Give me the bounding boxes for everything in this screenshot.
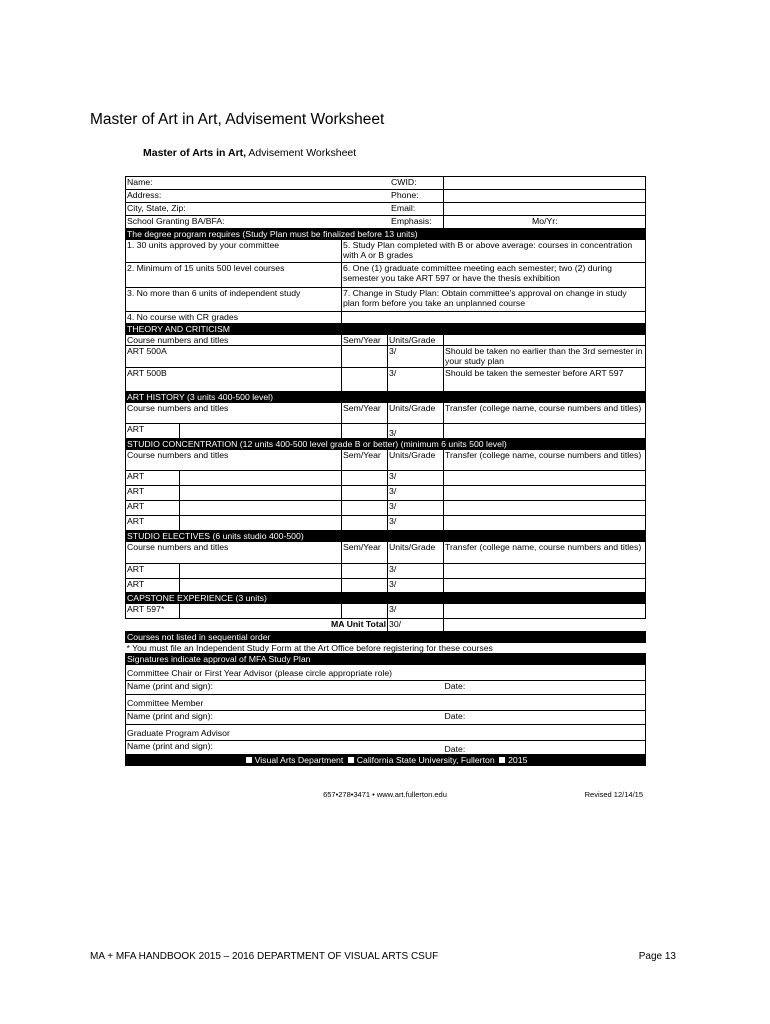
capstone-header-row (126, 593, 646, 604)
theory-columns-row (126, 335, 646, 346)
handbook-title: MA + MFA HANDBOOK 2015 – 2016 DEPARTMENT OF VISUAL ARTS CSUF (90, 951, 439, 962)
city-field[interactable]: City, State, Zip: (126, 203, 444, 216)
studio-row (126, 501, 646, 516)
sequential-header: Courses not listed in sequential order (126, 632, 646, 643)
sem-cell[interactable] (342, 501, 388, 516)
document-title: Master of Art in Art, Advisement Worksheet (90, 111, 385, 128)
sem-cell[interactable] (342, 516, 388, 531)
col-units-header: Units/Grade (388, 450, 444, 471)
col-sem-header: Sem/Year (342, 450, 388, 471)
course-prefix-cell: ART (126, 564, 180, 579)
footer-dept: Visual Arts Department (254, 755, 344, 765)
course-prefix-cell: ART (126, 501, 180, 516)
units-cell[interactable]: 3/ (388, 604, 444, 619)
page-footer (90, 951, 676, 962)
requirement-row (126, 288, 646, 312)
requirement-right (342, 312, 646, 324)
requirement-right: 6. One (1) graduate committee meeting each semester; two (2) during semester you take ART 597 or have the thesis exhibition (342, 263, 646, 288)
course-prefix-cell: ART (126, 516, 180, 531)
course-title-cell[interactable] (180, 486, 342, 501)
note-cell: Should be taken no earlier than the 3rd semester in your study plan (444, 346, 646, 368)
requirement-row (126, 240, 646, 263)
email-label: Email: (391, 203, 416, 213)
signature-role: Graduate Program Advisor (126, 725, 646, 741)
advisement-form (125, 176, 645, 766)
theory-header: THEORY AND CRITICISM (126, 324, 646, 335)
course-title-cell[interactable] (180, 516, 342, 531)
emphasis-field[interactable] (391, 216, 646, 229)
signature-date-field[interactable]: Date: (444, 711, 646, 725)
total-row (126, 619, 646, 632)
signature-role: Committee Chair or First Year Advisor (please circle appropriate role) (126, 665, 646, 681)
theory-row (126, 346, 646, 368)
course-title-cell[interactable] (180, 564, 342, 579)
signature-name-row (126, 741, 646, 755)
subtitle-bold: Master of Arts in Art, (143, 147, 247, 159)
transfer-cell[interactable] (444, 579, 646, 593)
studio-row (126, 471, 646, 486)
col-transfer-header: Transfer (college name, course numbers and titles) (444, 403, 646, 424)
history-header: ART HISTORY (3 units 400-500 level) (126, 392, 646, 403)
footer-univ: California State University, Fullerton (356, 755, 495, 765)
cwid-label: CWID: (391, 177, 417, 187)
square-bullet-icon (499, 757, 505, 763)
requirement-row (126, 263, 646, 288)
theory-header-row (126, 324, 646, 335)
studio-header-row (126, 439, 646, 450)
col-sem-header: Sem/Year (342, 335, 388, 346)
requirement-left: 3. No more than 6 units of independent study (126, 288, 342, 312)
requirement-left: 4. No course with CR grades (126, 312, 342, 324)
worksheet-table (125, 176, 646, 766)
units-cell[interactable]: 3/ (388, 501, 444, 516)
units-cell[interactable] (388, 424, 444, 439)
requirement-row (126, 312, 646, 324)
transfer-cell[interactable] (444, 501, 646, 516)
units-cell[interactable]: 3/ (388, 579, 444, 593)
units-cell[interactable]: 3/ (388, 486, 444, 501)
capstone-header: CAPSTONE EXPERIENCE (3 units) (126, 593, 646, 604)
units-value: 3/ (389, 428, 397, 438)
total-label: MA Unit Total (126, 619, 388, 632)
signature-role-row (126, 695, 646, 711)
studio-header: STUDIO CONCENTRATION (12 units 400-500 level grade B or better) (minimum 6 units 500 level) (126, 439, 646, 450)
electives-columns-row (126, 542, 646, 564)
course-cell[interactable]: ART 500B (126, 368, 342, 392)
transfer-cell[interactable] (444, 564, 646, 579)
total-value[interactable]: 30/ (388, 619, 444, 632)
sem-cell[interactable] (342, 471, 388, 486)
col-units-header: Units/Grade (388, 335, 444, 346)
signature-name-field[interactable]: Name (print and sign): (126, 741, 444, 755)
info-row-school (126, 216, 646, 229)
capstone-row (126, 604, 646, 619)
address-field[interactable]: Address: (126, 190, 444, 203)
course-prefix-cell: ART (126, 486, 180, 501)
requirement-left: 2. Minimum of 15 units 500 level courses (126, 263, 342, 288)
transfer-cell[interactable] (444, 604, 646, 619)
electives-header: STUDIO ELECTIVES (6 units studio 400-500) (126, 531, 646, 542)
signature-name-row (126, 681, 646, 695)
units-cell[interactable]: 3/ (388, 516, 444, 531)
transfer-cell[interactable] (444, 471, 646, 486)
course-cell[interactable]: ART 500A (126, 346, 342, 368)
course-title-cell[interactable] (180, 471, 342, 486)
units-cell[interactable]: 3/ (388, 471, 444, 486)
square-bullet-icon (348, 757, 354, 763)
footer-contact: 657•278•3471 • www.art.fullerton.edu (323, 790, 447, 799)
independent-note: * You must file an Independent Study Form at the Art Office before registering for these courses (126, 643, 646, 654)
col-transfer-header: Transfer (college name, course numbers and titles) (444, 542, 646, 564)
sem-cell[interactable] (342, 368, 388, 392)
footer-bar (126, 755, 646, 766)
history-columns-row (126, 403, 646, 424)
signature-name-field[interactable]: Name (print and sign): (126, 681, 444, 695)
signature-role: Committee Member (126, 695, 646, 711)
col-sem-header: Sem/Year (342, 542, 388, 564)
course-title-cell[interactable] (180, 501, 342, 516)
transfer-cell[interactable] (444, 424, 646, 439)
requirement-right: 7. Change in Study Plan: Obtain committee's approval on change in study plan form before you take an unplanned course (342, 288, 646, 312)
electives-row (126, 564, 646, 579)
course-prefix-cell: ART 597* (126, 604, 180, 619)
note-cell: Should be taken the semester before ART 597 (444, 368, 646, 392)
units-cell[interactable]: 3/ (388, 368, 444, 392)
footer-year: 2015 (508, 755, 528, 765)
requirement-left: 1. 30 units approved by your committee (126, 240, 342, 263)
school-field[interactable]: School Granting BA/BFA: (126, 216, 444, 229)
revised-date: Revised 12/14/15 (584, 790, 643, 799)
page-number: Page 13 (638, 951, 676, 962)
requirements-header: The degree program requires (Study Plan must be finalized before 13 units) (126, 229, 646, 240)
independent-note-row (126, 643, 646, 654)
units-cell[interactable]: 3/ (388, 564, 444, 579)
sem-cell[interactable] (342, 486, 388, 501)
course-title-cell[interactable] (180, 424, 342, 439)
signature-date-field[interactable]: Date: (444, 741, 646, 755)
course-prefix-cell: ART (126, 471, 180, 486)
empty-cell (444, 335, 646, 346)
info-row-address (126, 190, 646, 203)
col-course-header: Course numbers and titles (126, 335, 342, 346)
history-row (126, 424, 646, 439)
history-header-row (126, 392, 646, 403)
sem-cell[interactable] (342, 604, 388, 619)
course-title-cell[interactable] (180, 604, 342, 619)
email-field[interactable] (391, 203, 646, 216)
empty-cell (444, 619, 646, 632)
col-units-header: Units/Grade (388, 542, 444, 564)
signatures-header: Signatures indicate approval of MFA Study Plan (126, 654, 646, 665)
col-course-header: Course numbers and titles (126, 450, 342, 471)
sem-cell[interactable] (342, 579, 388, 593)
transfer-cell[interactable] (444, 516, 646, 531)
requirement-right: 5. Study Plan completed with B or above average: courses in concentration with A or B grades (342, 240, 646, 263)
course-title-cell[interactable] (180, 579, 342, 593)
electives-row (126, 579, 646, 593)
square-bullet-icon (246, 757, 252, 763)
cwid-field[interactable] (391, 177, 646, 190)
info-row-name (126, 177, 646, 190)
worksheet-subtitle (143, 147, 356, 159)
col-sem-header: Sem/Year (342, 403, 388, 424)
info-row-city (126, 203, 646, 216)
sem-cell[interactable] (342, 564, 388, 579)
studio-row (126, 486, 646, 501)
sem-cell[interactable] (342, 346, 388, 368)
signature-date-field[interactable]: Date: (444, 681, 646, 695)
name-field[interactable]: Name: (126, 177, 444, 190)
emphasis-label: Emphasis: (391, 216, 432, 226)
col-course-header: Course numbers and titles (126, 403, 342, 424)
signature-name-row (126, 711, 646, 725)
course-prefix-cell: ART (126, 579, 180, 593)
units-cell[interactable]: 3/ (388, 346, 444, 368)
studio-row (126, 516, 646, 531)
signature-role-row (126, 665, 646, 681)
transfer-cell[interactable] (444, 486, 646, 501)
studio-columns-row (126, 450, 646, 471)
sem-cell[interactable] (342, 424, 388, 439)
signature-role-row (126, 725, 646, 741)
col-transfer-header: Transfer (college name, course numbers and titles) (444, 450, 646, 471)
col-course-header: Course numbers and titles (126, 542, 342, 564)
col-units-header: Units/Grade (388, 403, 444, 424)
phone-field[interactable] (391, 190, 646, 203)
moyr-label: Mo/Yr: (532, 216, 558, 226)
requirements-header-row (126, 229, 646, 240)
footer-bar-row (126, 755, 646, 766)
theory-row (126, 368, 646, 392)
signatures-header-row (126, 654, 646, 665)
subtitle-rest: Advisement Worksheet (246, 147, 357, 159)
electives-header-row (126, 531, 646, 542)
signature-name-field[interactable]: Name (print and sign): (126, 711, 444, 725)
course-prefix-cell: ART (126, 424, 180, 439)
sequential-header-row (126, 632, 646, 643)
phone-label: Phone: (391, 190, 419, 200)
